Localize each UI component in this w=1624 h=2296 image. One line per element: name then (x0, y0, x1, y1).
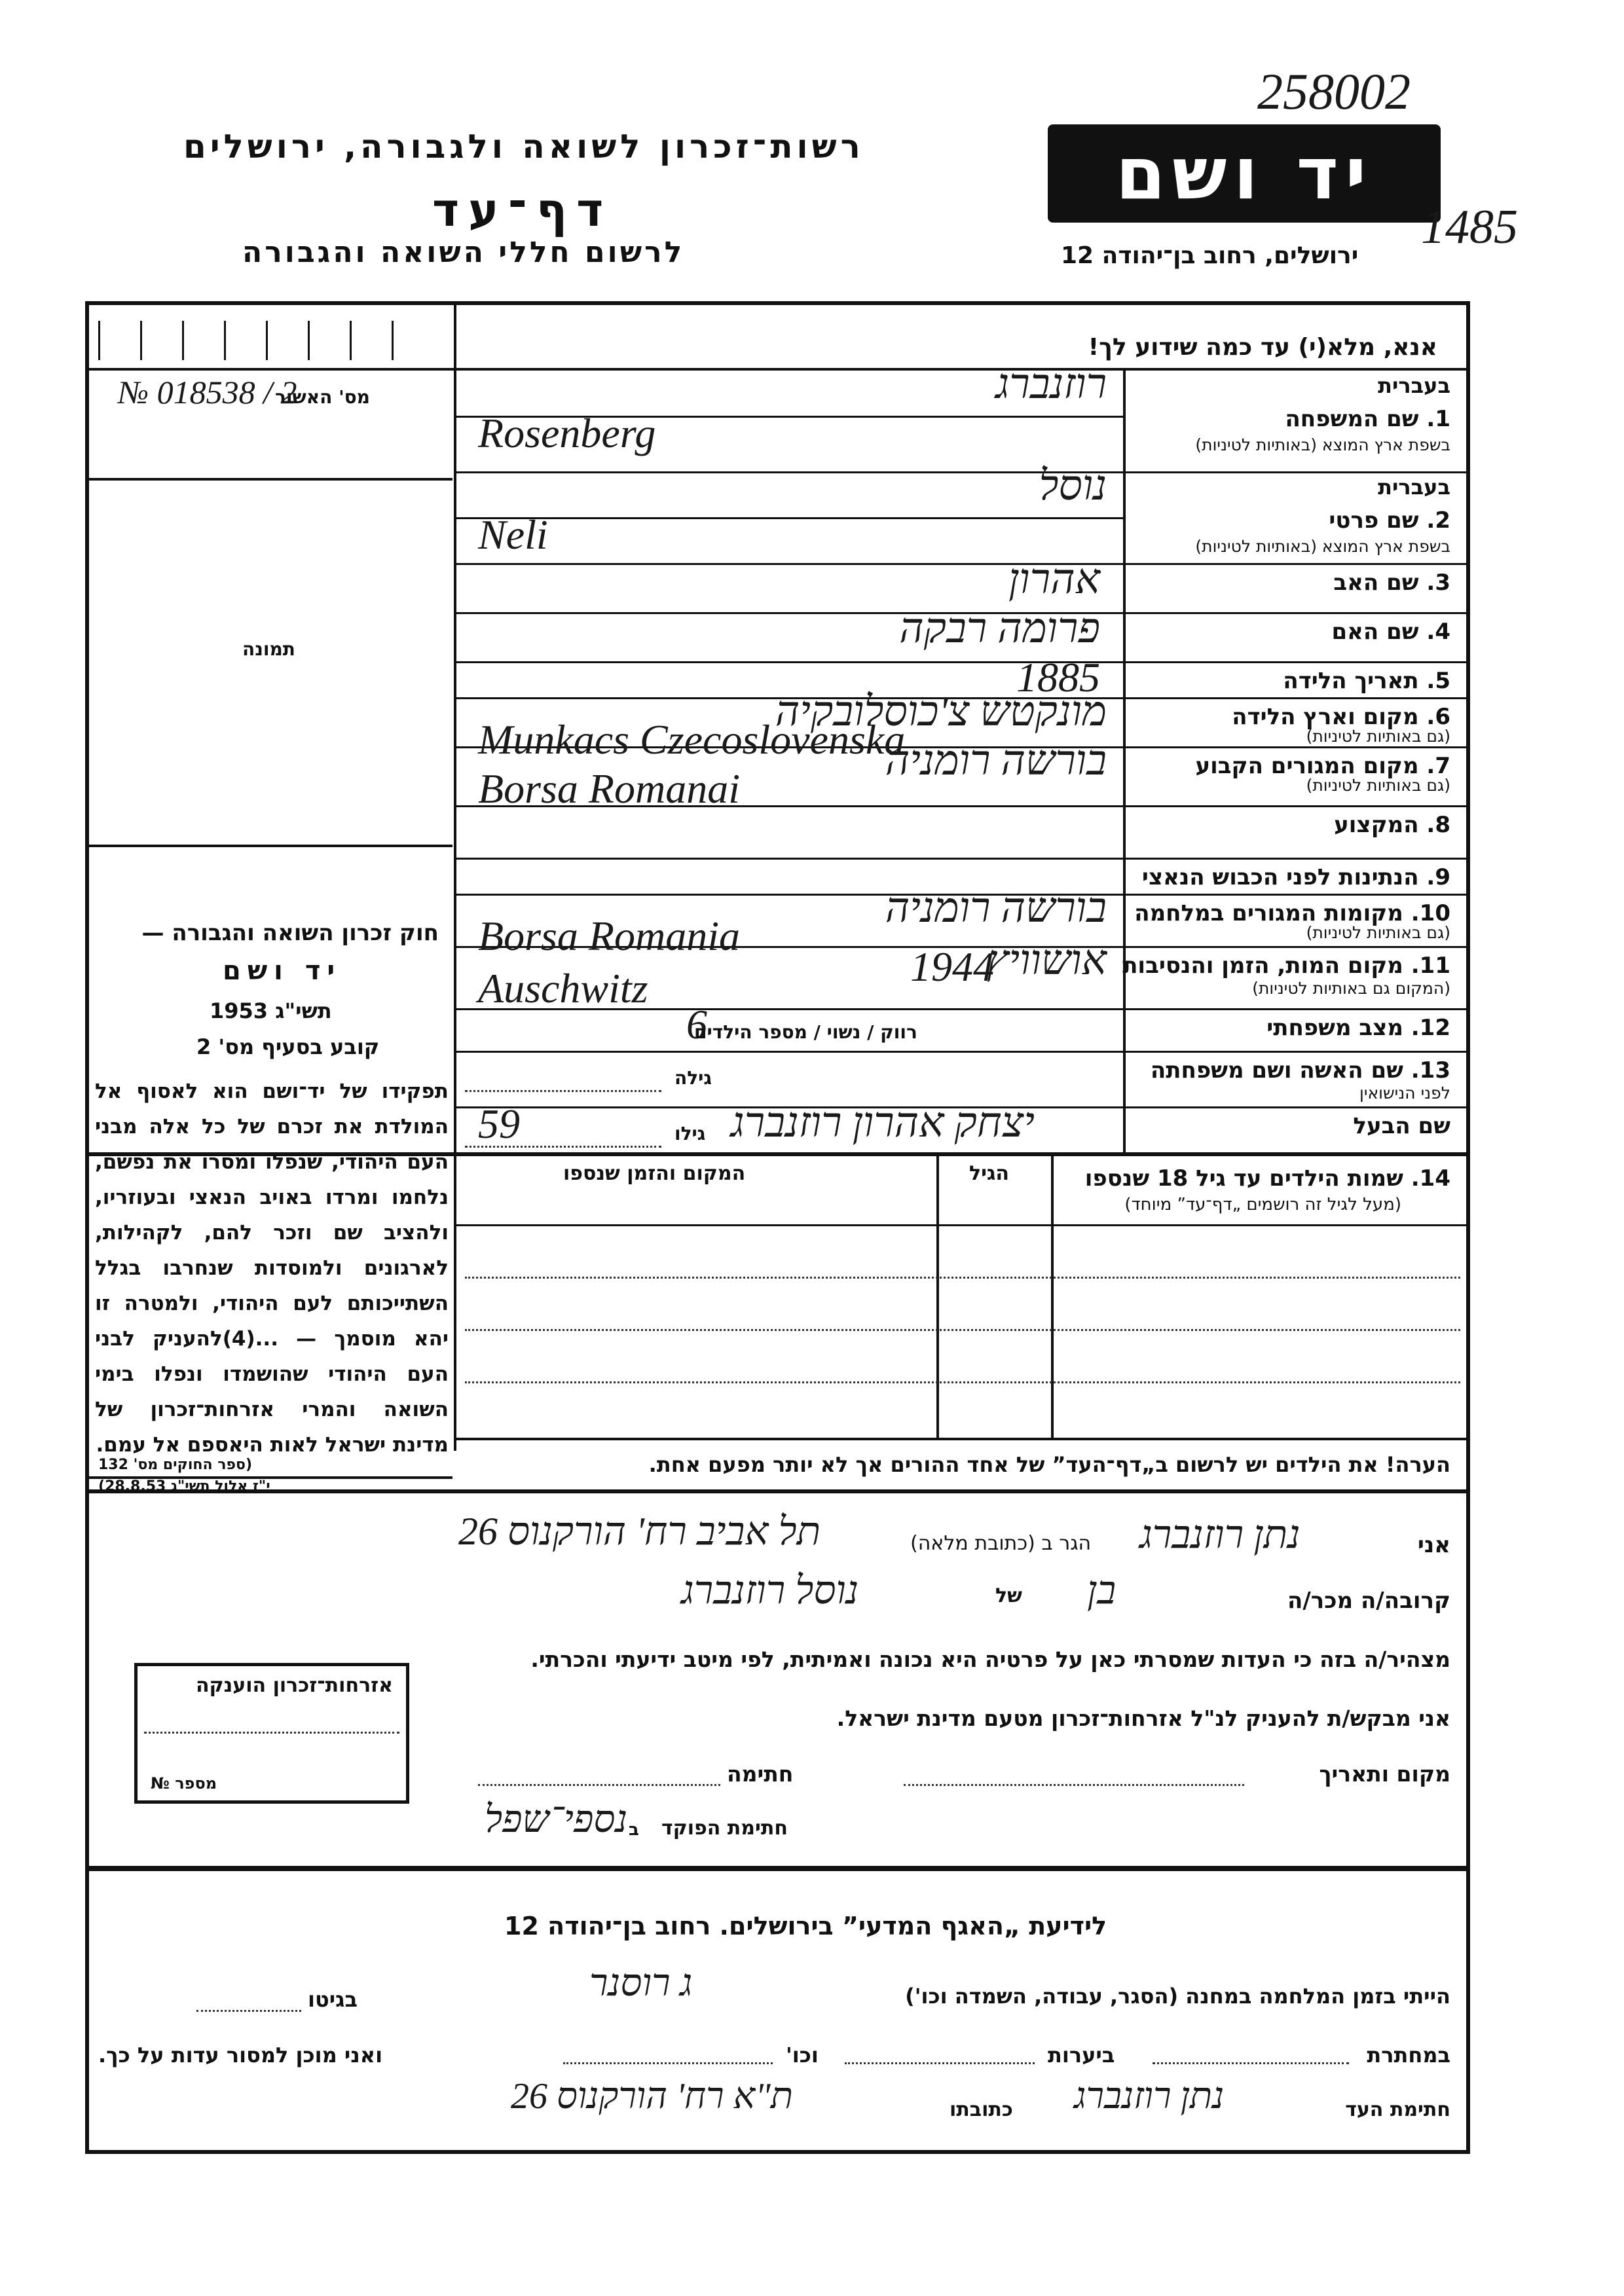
row-divider (456, 563, 1466, 565)
law-name: יד ושם (223, 956, 342, 986)
row-divider (456, 517, 1124, 519)
field-value-latin[interactable]: Auschwitz (478, 965, 648, 1011)
place-date-input[interactable] (904, 1784, 1244, 1786)
address-label: הגר ב (כתובת מלאה) (910, 1532, 1092, 1555)
field-label: 8. המקצוע (1334, 812, 1450, 838)
field-value[interactable]: יצחק אהרון רוזנברג (730, 1099, 1035, 1146)
field-printed: רווק / נשוי / מספר הילדים (694, 1021, 917, 1043)
field-value[interactable]: 1885 (1016, 654, 1100, 701)
law-source: (ספר החוקים מס' 132 (98, 1457, 253, 1473)
form-title: דף־עד (432, 183, 613, 237)
official-prefix: ב (629, 1820, 639, 1840)
law-clause: קובע בסעיף מס' 2 (196, 1034, 380, 1059)
hebrew-label: בעברית (1378, 373, 1450, 398)
child-row-line[interactable] (465, 1277, 1460, 1279)
divider (89, 478, 452, 481)
row-divider (456, 858, 1466, 860)
etc-input[interactable] (563, 2062, 773, 2064)
children-label: 14. שמות הילדים עד גיל 18 שנספו (1084, 1165, 1450, 1192)
field-value-hebrew[interactable]: בורשה רומניה (885, 884, 1107, 931)
camp-label: הייתי בזמן המלחמה במחנה (הסגר, עבודה, השמדה וכו') (905, 1984, 1450, 2009)
field-label: 10. מקומות המגורים במלחמה (1134, 900, 1450, 926)
camp-value[interactable]: ג רוסנר (589, 1961, 693, 2004)
field-label: 7. מקום המגורים הקבוע (1195, 753, 1450, 779)
ghetto-input[interactable] (196, 2010, 301, 2012)
witness-signature[interactable]: נתן רוזנברג (1074, 2076, 1225, 2117)
statement: מצהיר/ה בזה כי העדות שמסרתי כאן על פרטיה היא נכונה ואמיתית, לפי מיטב ידיעתי והכרתי. (530, 1647, 1450, 1672)
field-value-latin[interactable]: Munkacs Czecoslovenska (478, 716, 906, 763)
field-label: 5. תאריך הלידה (1283, 668, 1450, 694)
of-label: של (995, 1584, 1022, 1607)
citizenship-number-label: מספר № (151, 1774, 217, 1793)
divider (456, 1438, 1466, 1440)
row-divider (456, 1051, 1466, 1053)
field-value-hebrew[interactable]: אושוויץ (987, 937, 1107, 983)
official-signature: נספי־שפל (485, 1798, 628, 1840)
forests-input[interactable] (845, 2062, 1035, 2064)
signature-label: חתימה (727, 1761, 794, 1787)
divider (89, 1866, 1466, 1871)
approval-number: № 018538 / 2 (118, 374, 297, 410)
field-label: 13. שם האשה ושם משפחתה (1150, 1057, 1450, 1084)
field-label: 4. שם האם (1331, 619, 1450, 645)
note: הערה! את הילדים יש לרשום ב„דף־העד” של אחד ההורים אך לא יותר מפעם אחת. (648, 1452, 1450, 1477)
field-sub: (המקום גם באותיות לטיניות) (1252, 979, 1450, 998)
row-divider (456, 471, 1466, 473)
age-label: גילו (674, 1123, 706, 1144)
field-label: 3. שם האב (1333, 570, 1450, 596)
field-label: 2. שם פרטי (1329, 507, 1450, 534)
divider (454, 305, 456, 1451)
divider (456, 1224, 1466, 1226)
age-value[interactable]: 59 (478, 1101, 520, 1147)
field-value-latin[interactable]: Borsa Romanai (478, 765, 740, 812)
file-number-secondary: 1485 (1421, 200, 1518, 254)
field-label: שם הבעל (1353, 1113, 1450, 1139)
i-label: אני (1417, 1532, 1450, 1558)
age-label: גילה (674, 1067, 712, 1089)
scientific-title: לידיעת „האגף המדעי” בירושלים. רחוב בן־יהודה 12 (504, 1912, 1107, 1941)
box-line (144, 1732, 399, 1734)
victim-name[interactable]: נוסל רוזנברג (681, 1569, 859, 1612)
approval-label: מס' האשור (275, 386, 370, 408)
field-label: 9. הנתינות לפני הכבוש הנאצי (1141, 864, 1450, 890)
latin-hint: (גם באותיות לטיניות) (1306, 923, 1450, 942)
citizenship-title: אזרחות־זכרון הוענקה (195, 1674, 393, 1697)
hebrew-label: בעברית (1378, 475, 1450, 500)
hiding-input[interactable] (1153, 2062, 1349, 2064)
divider (936, 1156, 939, 1438)
official-label: חתימת הפוקד (661, 1817, 788, 1840)
ready-label: ואני מוכן למסור עדות על כך. (98, 2043, 383, 2068)
field-label: 11. מקום המות, הזמן והנסיבות (1122, 953, 1450, 979)
field-value-hebrew[interactable]: רוזנברג (995, 361, 1107, 407)
divider (1051, 1156, 1054, 1438)
field-value-latin[interactable]: Neli (478, 511, 548, 558)
law-year: תשי"ג 1953 (210, 998, 332, 1023)
divider (89, 368, 1466, 371)
request: אני מבקש/ת להעניק לנ"ל אזרחות־זכרון מטעם מדינת ישראל. (836, 1705, 1450, 1731)
declarant-name[interactable]: נתן רוזנברג (1139, 1513, 1301, 1556)
latin-hint: (גם באותיות לטיניות) (1306, 776, 1450, 795)
divider (89, 845, 452, 847)
children-sub: (מעל לגיל זה רושמים „דף־עד” מיוחד) (1124, 1195, 1401, 1214)
field-value[interactable]: 6 (686, 1001, 707, 1048)
etc-label: וכו' (786, 2043, 819, 2068)
place-date-label: מקום ותאריך (1319, 1761, 1450, 1787)
latin-hint: בשפת ארץ המוצא (באותיות לטיניות) (1195, 435, 1450, 454)
forests-label: ביערות (1048, 2043, 1115, 2068)
field-value-hebrew[interactable]: בורשה רומניה (885, 737, 1107, 784)
latin-hint: (גם באותיות לטיניות) (1306, 727, 1450, 746)
photo-label: תמונה (242, 638, 295, 660)
child-row-line[interactable] (465, 1381, 1460, 1383)
relation-value[interactable]: בן (1087, 1569, 1116, 1612)
col-age: הגיל (969, 1162, 1009, 1185)
divider (1123, 370, 1126, 1156)
field-value-year[interactable]: 1944 (910, 943, 994, 990)
declarant-address[interactable]: תל אביב רח' הורקנוס 26 (458, 1510, 821, 1553)
form-subtitle: לרשום חללי השואה והגבורה (242, 236, 685, 269)
signature-input[interactable] (478, 1784, 720, 1786)
field-value[interactable]: אהרון (1008, 556, 1100, 602)
field-value[interactable]: פרומה רבקה (899, 605, 1100, 651)
field-value-hebrew[interactable]: מונקטש צ'כוסלובקיה (775, 688, 1107, 735)
witness-sig-label: חתימת העד (1345, 2098, 1450, 2121)
field-label: 1. שם המשפחה (1285, 406, 1450, 432)
witness-address-label: כתובתו (950, 2098, 1013, 2121)
law-source-date: י"ז אלול תשי"ג 28.8.53) (98, 1478, 270, 1495)
field-label: 6. מקום וארץ הלידה (1232, 704, 1450, 730)
law-title: חוק זכרון השואה והגבורה — (141, 920, 439, 946)
citizenship-box (134, 1663, 409, 1804)
field-value-hebrew[interactable]: נוסל (1039, 462, 1107, 509)
witness-address[interactable]: ת"א רח' הורקנוס 26 (511, 2076, 793, 2117)
ghetto-label: בגיטו (308, 1987, 358, 2012)
law-text: תפקידו של יד־ושם הוא לאסוף אל המולדת את זכרם של כל אלה מבני העם היהודי, שנפלו ומסרו את נפשם, נלחמו ומרדו באויב הנאצי ובעוזריו, ולהציב שם וזכר להם, לקהילות, לארגונים ולמוסדות שנחרבו בגלל השתייכותם לעם היהודי, ולמטרה זו יהא מוסמך — ...(4)להעניק לבני העם היהודי שהושמדו ונפלו בימי השואה והמרי אזרחות־זכרון של מדינת ישראל לאות היאספם אל עמם. (95, 1080, 449, 1457)
instruction: אנא, מלא(י) עד כמה שידוע לך! (1088, 334, 1437, 361)
col-place: המקום והזמן שנספו (563, 1162, 746, 1185)
latin-hint: בשפת ארץ המוצא (באותיות לטיניות) (1195, 537, 1450, 556)
field-value-latin[interactable]: Borsa Romania (478, 913, 740, 959)
child-row-line[interactable] (465, 1329, 1460, 1331)
address: ירושלים, רחוב בן־יהודה 12 (1061, 242, 1359, 269)
organization-name: רשות־זכרון לשואה ולגבורה, ירושלים (183, 128, 864, 166)
field-label: 12. מצב משפחתי (1266, 1015, 1450, 1041)
hiding-label: במחתרת (1367, 2043, 1450, 2068)
field-value-latin[interactable]: Rosenberg (478, 410, 656, 456)
relation-label: קרובה/ה מכר/ה (1287, 1588, 1450, 1614)
yad-vashem-logo: יד ושם (1048, 124, 1441, 223)
field-sub: לפני הנישואין (1359, 1084, 1450, 1102)
file-number: 258002 (1257, 63, 1411, 120)
divider (89, 1489, 1466, 1493)
approval-boxes (98, 321, 432, 360)
row-divider (456, 661, 1466, 663)
age-input[interactable] (465, 1090, 661, 1092)
